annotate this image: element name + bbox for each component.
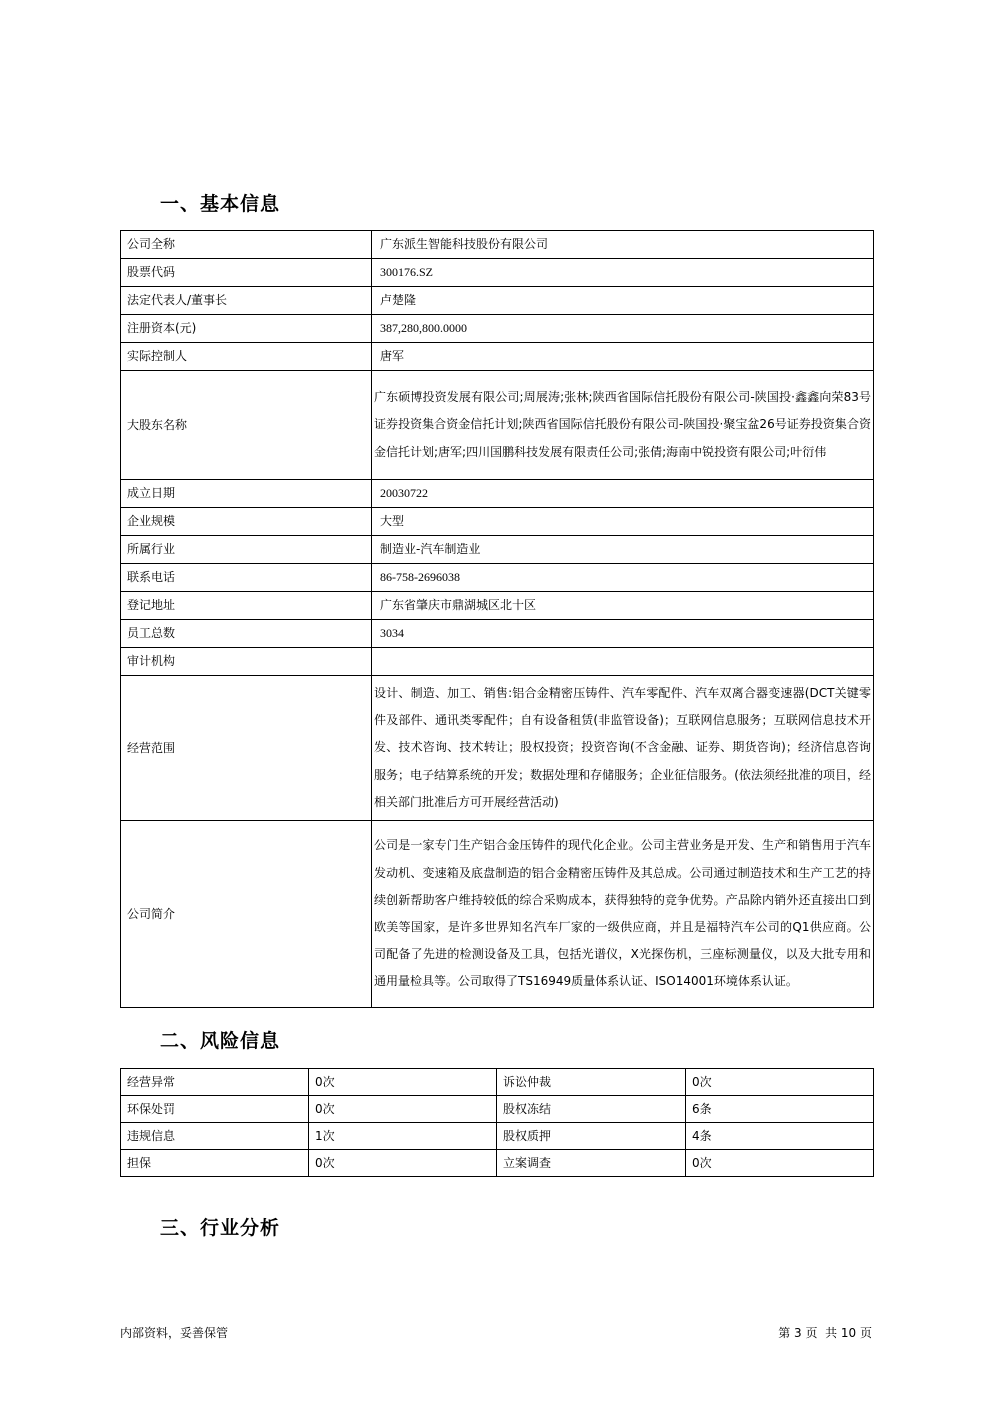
row-value: 广东派生智能科技股份有限公司 — [372, 231, 874, 259]
risk-value: 0次 — [686, 1150, 874, 1177]
row-value: 制造业-汽车制造业 — [372, 536, 874, 564]
table-row — [121, 648, 874, 676]
risk-value: 0次 — [309, 1069, 497, 1096]
risk-value: 0次 — [309, 1150, 497, 1177]
table-row — [121, 480, 874, 508]
row-value: 公司是一家专门生产铝合金压铸件的现代化企业。公司主营业务是开发、生产和销售用于汽车发动机、变速箱及底盘制造的铝合金精密压铸件及其总成。公司通过制造技术和生产工艺的持续创新帮助客户维持较低的综合采购成本，获得独特的竞争优势。产品除内销外还直接出口到欧美等国家，是许多世界知名汽车厂家的一级供应商，并且是福特汽车公司的Q1供应商。公司配备了先进的检测设备及工具，包括光谱仪，X光探伤机，三座标测量仪，以及大批专用和通用量检具等。公司取得了TS16949质量体系认证、ISO14001环境体系认证。 — [372, 821, 874, 1008]
table-row — [121, 821, 874, 1008]
table-row — [121, 1150, 874, 1177]
row-label: 员工总数 — [121, 620, 372, 648]
row-label: 法定代表人/董事长 — [121, 287, 372, 315]
section-title-risk: 二、风险信息 — [160, 1030, 281, 1052]
table-row — [121, 343, 874, 371]
table-row — [121, 676, 874, 821]
footer-confidential-note: 内部资料，妥善保管 — [120, 1326, 229, 1340]
table-row — [121, 371, 874, 480]
row-value: 唐军 — [372, 343, 874, 371]
row-label: 审计机构 — [121, 648, 372, 676]
table-row — [121, 508, 874, 536]
row-label: 实际控制人 — [121, 343, 372, 371]
table-row — [121, 315, 874, 343]
row-value: 86-758-2696038 — [372, 564, 874, 592]
row-label: 公司全称 — [121, 231, 372, 259]
risk-label: 股权冻结 — [497, 1096, 686, 1123]
row-label: 大股东名称 — [121, 371, 372, 480]
row-value: 广东省肇庆市鼎湖城区北十区 — [372, 592, 874, 620]
table-row — [121, 1096, 874, 1123]
section-title-basic: 一、基本信息 — [160, 193, 281, 215]
row-label: 公司简介 — [121, 821, 372, 1008]
risk-value: 1次 — [309, 1123, 497, 1150]
footer-page-number: 第 3 页 共 10 页 — [778, 1326, 872, 1340]
row-value: 20030722 — [372, 480, 874, 508]
row-value: 大型 — [372, 508, 874, 536]
row-label: 所属行业 — [121, 536, 372, 564]
row-value — [372, 648, 874, 676]
row-label: 联系电话 — [121, 564, 372, 592]
table-row — [121, 287, 874, 315]
row-label: 股票代码 — [121, 259, 372, 287]
row-value: 3034 — [372, 620, 874, 648]
risk-value: 4条 — [686, 1123, 874, 1150]
section-title-industry: 三、行业分析 — [160, 1217, 281, 1239]
table-row — [121, 592, 874, 620]
row-label: 经营范围 — [121, 676, 372, 821]
table-row — [121, 231, 874, 259]
row-value: 卢楚隆 — [372, 287, 874, 315]
table-row — [121, 620, 874, 648]
table-row — [121, 1069, 874, 1096]
risk-value: 0次 — [309, 1096, 497, 1123]
row-label: 登记地址 — [121, 592, 372, 620]
row-label: 企业规模 — [121, 508, 372, 536]
risk-value: 6条 — [686, 1096, 874, 1123]
table-row — [121, 564, 874, 592]
risk-label: 担保 — [121, 1150, 309, 1177]
row-value: 387,280,800.0000 — [372, 315, 874, 343]
risk-info-table — [120, 1068, 874, 1177]
table-row — [121, 1123, 874, 1150]
risk-value: 0次 — [686, 1069, 874, 1096]
risk-label: 诉讼仲裁 — [497, 1069, 686, 1096]
risk-label: 立案调查 — [497, 1150, 686, 1177]
row-label: 注册资本(元) — [121, 315, 372, 343]
risk-label: 环保处罚 — [121, 1096, 309, 1123]
table-row — [121, 536, 874, 564]
risk-label: 股权质押 — [497, 1123, 686, 1150]
risk-label: 经营异常 — [121, 1069, 309, 1096]
row-label: 成立日期 — [121, 480, 372, 508]
table-row — [121, 259, 874, 287]
row-value: 广东硕博投资发展有限公司;周展涛;张林;陕西省国际信托股份有限公司-陕国投·鑫鑫向荣83号证券投资集合资金信托计划;陕西省国际信托股份有限公司-陕国投·聚宝盆26号证券投资集合资金信托计划;唐军;四川国鹏科技发展有限责任公司;张倩;海南中锐投资有限公司;叶衍伟 — [372, 371, 874, 480]
row-value: 设计、制造、加工、销售:铝合金精密压铸件、汽车零配件、汽车双离合器变速器(DCT关键零件及部件、通讯类零配件；自有设备租赁(非监管设备)；互联网信息服务；互联网信息技术开发、技术咨询、技术转让；股权投资；投资咨询(不含金融、证券、期货咨询)；经济信息咨询服务；电子结算系统的开发；数据处理和存储服务；企业征信服务。(依法须经批准的项目，经相关部门批准后方可开展经营活动) — [372, 676, 874, 821]
row-value: 300176.SZ — [372, 259, 874, 287]
basic-info-table — [120, 230, 874, 1008]
risk-label: 违规信息 — [121, 1123, 309, 1150]
